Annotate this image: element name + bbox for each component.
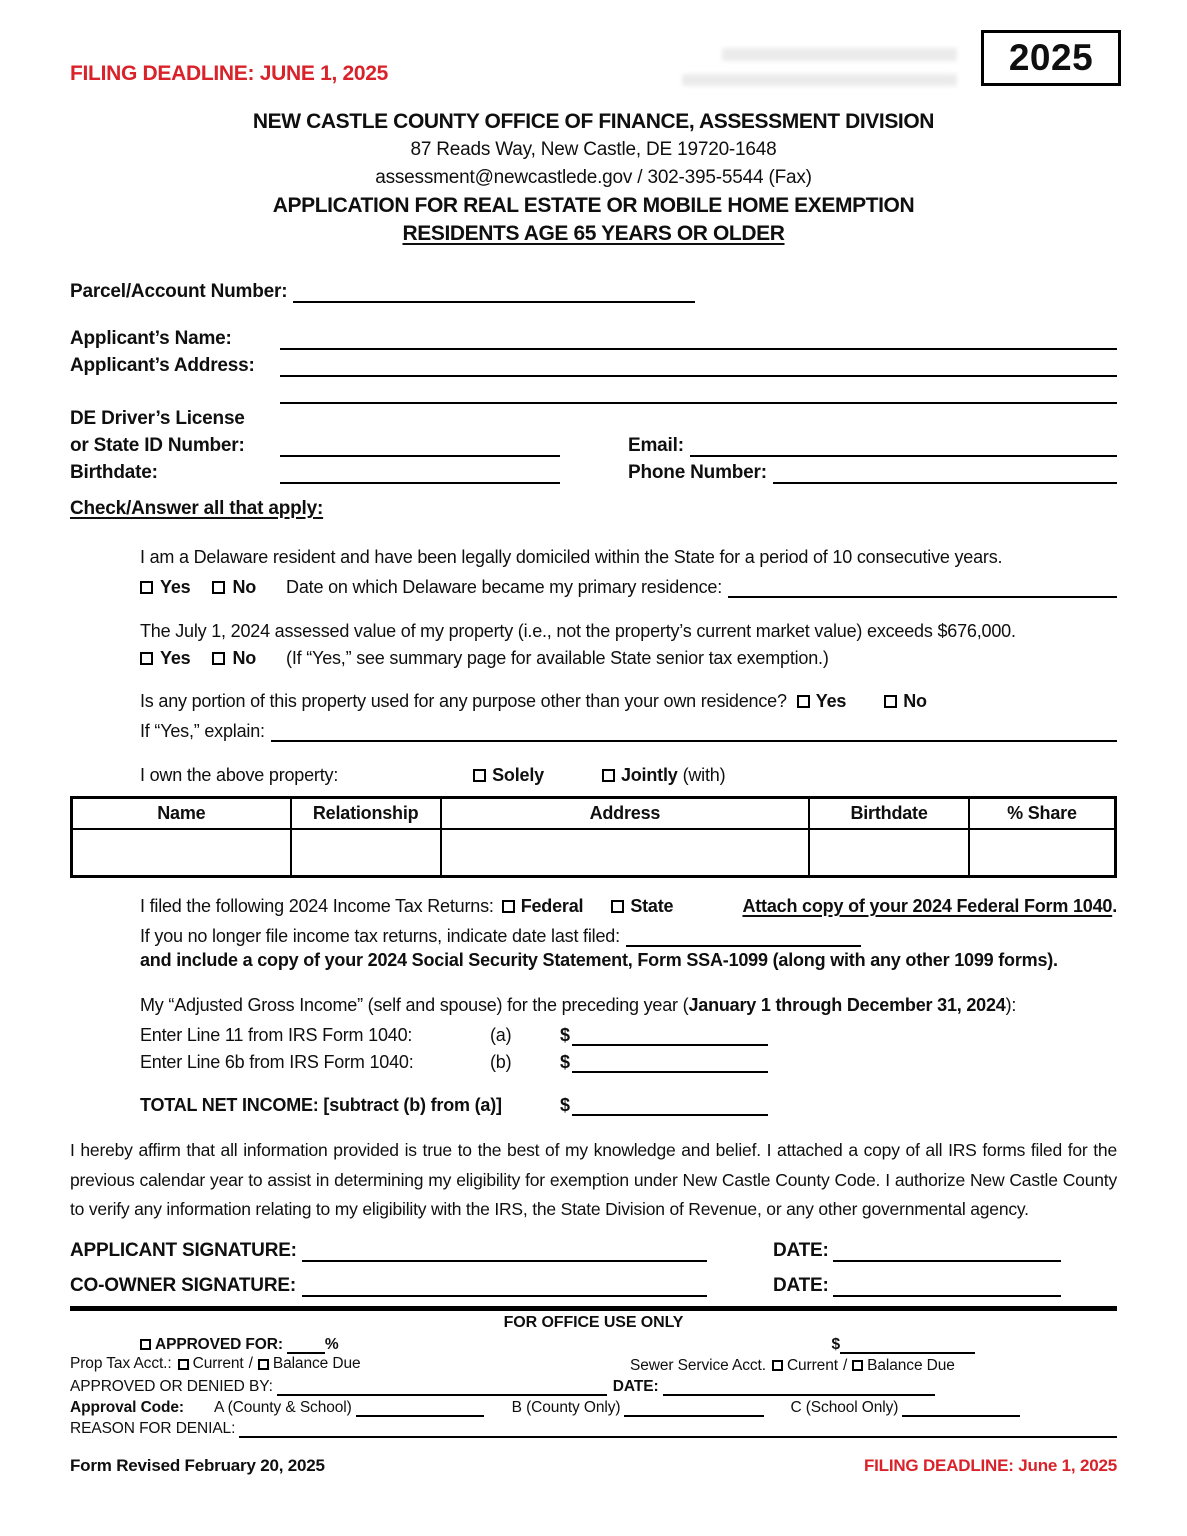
question-1 <box>140 544 1117 598</box>
sewer-current-label: Current <box>786 1356 838 1374</box>
jointly-option <box>602 765 725 786</box>
ownership-label: I own the above property: <box>140 765 339 785</box>
q3-yes-option <box>797 691 846 712</box>
federal-option <box>502 896 584 917</box>
coowner-signature-line[interactable] <box>302 1278 707 1297</box>
applicant-signature-label: APPLICANT SIGNATURE: <box>70 1239 297 1261</box>
dollar-sign-a: $ <box>560 1025 570 1045</box>
q3-no-label: No <box>903 690 927 711</box>
col-header-share: % Share <box>969 798 1116 829</box>
license-input-line[interactable] <box>280 438 560 457</box>
q1-yes-label: Yes <box>160 577 191 597</box>
applicant-address-input-line-2[interactable] <box>280 385 1117 404</box>
total-net-income-label: TOTAL NET INCOME: [subtract (b) from (a)] <box>140 1095 502 1115</box>
approval-code-row <box>70 1396 1117 1417</box>
sewer-balance-label: Balance Due <box>867 1356 955 1374</box>
owner-address-cell[interactable] <box>441 829 810 877</box>
parcel-input-line[interactable] <box>293 284 695 303</box>
office-use-section <box>70 1311 1117 1438</box>
prop-current-label: Current <box>192 1355 244 1372</box>
phone-label: Phone Number: <box>628 462 767 483</box>
q2-no-label: No <box>232 647 257 668</box>
tax-returns-row <box>140 893 1117 920</box>
filing-deadline-bottom-label: FILING DEADLINE: <box>863 1455 1014 1475</box>
ownership-row <box>140 762 1117 789</box>
agi-line-a-row <box>140 1019 1117 1046</box>
code-a-label: A (County & School) <box>214 1398 352 1416</box>
page-footer <box>70 1456 1117 1480</box>
tax-returns-block <box>140 893 1117 974</box>
prop-tax-label: Prop Tax Acct.: <box>70 1355 172 1372</box>
agi-line-b-label: Enter Line 6b from IRS Form 1040: <box>140 1052 414 1072</box>
attach-period: . <box>1112 896 1117 916</box>
applicant-name-label: Applicant’s Name: <box>70 328 232 349</box>
coowner-signature-row <box>70 1270 1117 1297</box>
q2-yes-label: Yes <box>160 647 191 668</box>
last-filed-input-line[interactable] <box>626 928 861 947</box>
owner-name-cell[interactable] <box>72 829 291 877</box>
jointly-label: Jointly <box>620 765 678 785</box>
agi-line-b-row <box>140 1046 1117 1073</box>
org-name: NEW CASTLE COUNTY OFFICE OF FINANCE, ASSESSMENT DIVISION <box>252 110 935 133</box>
q1-yes-option <box>140 577 190 598</box>
q1-answer-row <box>140 570 1117 598</box>
slash-separator: / <box>842 1356 848 1374</box>
q3-question-row <box>140 688 1117 714</box>
office-date-label: DATE: <box>612 1377 659 1395</box>
applicant-address-input-line[interactable] <box>280 358 1117 377</box>
office-amount-group <box>831 1336 975 1354</box>
applicant-name-input-line[interactable] <box>280 331 1117 350</box>
q1-no-option <box>212 577 256 598</box>
prop-tax-balance-option <box>258 1355 361 1373</box>
code-a-input-line[interactable] <box>356 1401 484 1417</box>
state-label: State <box>630 896 674 916</box>
checkbox-federal[interactable] <box>502 900 515 913</box>
jointly-note: (with) <box>682 765 726 785</box>
scan-artifact <box>682 74 957 86</box>
q1-no-label: No <box>232 577 257 597</box>
approval-code-label: Approval Code: <box>70 1398 184 1416</box>
year-badge <box>981 30 1121 86</box>
applicant-date-label: DATE: <box>773 1239 829 1261</box>
owner-relationship-cell[interactable] <box>291 829 441 877</box>
parcel-row <box>70 276 1117 303</box>
email-label: Email: <box>628 435 684 456</box>
q1-followup-label: Date on which Delaware became my primary residence: <box>286 577 723 597</box>
q3-explain-row <box>140 714 1117 742</box>
license-label-line1: DE Driver’s License <box>70 408 245 429</box>
license-row-1 <box>70 404 1117 430</box>
solely-option <box>473 765 544 786</box>
phone-input-line[interactable] <box>773 465 1117 484</box>
filing-deadline-top: FILING DEADLINE: JUNE 1, 2025 <box>70 62 389 85</box>
q3-no-option <box>884 691 927 712</box>
percent-sign: % <box>324 1335 339 1353</box>
sewer-balance-option <box>852 1357 955 1375</box>
code-c-label: C (School Only) <box>790 1398 899 1416</box>
dollar-sign-total: $ <box>560 1095 570 1115</box>
q3-yes-label: Yes <box>815 690 847 711</box>
office-amount-input-line[interactable] <box>840 1338 975 1354</box>
checkbox-q1-no[interactable] <box>212 581 225 594</box>
license-label-line2: or State ID Number: <box>70 435 245 456</box>
total-net-income-input-line[interactable] <box>572 1097 768 1116</box>
prop-balance-label: Balance Due <box>272 1355 361 1372</box>
office-use-title: FOR OFFICE USE ONLY <box>503 1313 684 1331</box>
agi-tag-b: (b) <box>490 1052 512 1072</box>
form-header <box>0 108 1187 248</box>
solely-label: Solely <box>492 765 544 785</box>
code-b-label: B (County Only) <box>511 1398 621 1416</box>
agi-intro-post: ): <box>1005 995 1017 1015</box>
question-3 <box>140 688 1117 742</box>
col-header-name: Name <box>72 798 291 829</box>
checkbox-q2-no[interactable] <box>212 652 225 665</box>
applicant-address-label: Applicant’s Address: <box>70 355 255 376</box>
checklist-heading: Check/Answer all that apply: <box>70 498 324 519</box>
coowner-signature-label: CO-OWNER SIGNATURE: <box>70 1274 296 1296</box>
prop-tax-current-option <box>178 1355 244 1373</box>
checkbox-q3-yes[interactable] <box>797 695 810 708</box>
last-filed-label: If you no longer file income tax returns, indicate date last filed: <box>140 926 620 946</box>
owners-table-row <box>72 829 1116 877</box>
q2-yes-option <box>140 648 190 669</box>
agi-intro <box>140 992 1117 1019</box>
checkbox-jointly[interactable] <box>602 769 615 782</box>
agi-intro-dates: January 1 through December 31, 2024 <box>688 995 1006 1015</box>
org-address: 87 Reads Way, New Castle, DE 19720-1648 <box>410 139 777 160</box>
filing-deadline-bottom-value: June 1, 2025 <box>1018 1455 1117 1475</box>
checkbox-state[interactable] <box>611 900 624 913</box>
code-b-input-line[interactable] <box>624 1401 764 1417</box>
agi-a-input-line[interactable] <box>572 1027 768 1046</box>
q1-text: I am a Delaware resident and have been legally domiciled within the State for a period of 10 consecutive years. <box>140 547 1003 567</box>
sewer-current-option <box>772 1357 838 1375</box>
slash-separator: / <box>248 1355 253 1372</box>
q2-note: (If “Yes,” see summary page for available State senior tax exemption.) <box>286 647 829 668</box>
coowner-date-line[interactable] <box>833 1278 1061 1297</box>
agi-b-input-line[interactable] <box>572 1054 768 1073</box>
agi-tag-a: (a) <box>490 1025 512 1045</box>
last-filed-row <box>140 920 1117 947</box>
applicant-signature-line[interactable] <box>302 1243 707 1262</box>
birthdate-row <box>70 457 1117 484</box>
sewer-group <box>630 1357 955 1375</box>
checkbox-prop-current[interactable] <box>178 1359 189 1370</box>
agi-intro-pre: My “Adjusted Gross Income” (self and spouse) for the preceding year ( <box>140 995 689 1015</box>
approved-by-row <box>70 1375 1117 1396</box>
approved-for-option <box>140 1336 283 1354</box>
q3-explain-input-line[interactable] <box>271 723 1117 742</box>
owners-table <box>70 796 1117 878</box>
agi-line-a-label: Enter Line 11 from IRS Form 1040: <box>140 1025 413 1045</box>
sewer-label: Sewer Service Acct. <box>630 1356 766 1374</box>
birthdate-input-line[interactable] <box>280 465 560 484</box>
license-row-2 <box>70 430 1117 457</box>
dollar-sign-b: $ <box>560 1052 570 1072</box>
accounts-row <box>70 1354 1117 1375</box>
parcel-label: Parcel/Account Number: <box>70 281 288 302</box>
top-band <box>0 0 1187 108</box>
tax-intro: I filed the following 2024 Income Tax Returns: <box>140 896 494 916</box>
affirmation-paragraph: I hereby affirm that all information provided is true to the best of my knowledge and belief. I attached a copy of all IRS forms filed for the previous calendar year to assist in determining my eligibility for exemption under New Castle County Code. I authorize New Castle County to verify any information relating to my eligibility with the IRS, the State Division of Revenue, or any other governmental agency. <box>70 1140 1117 1219</box>
owner-share-cell[interactable] <box>969 829 1116 877</box>
federal-label: Federal <box>520 896 584 916</box>
coowner-date-label: DATE: <box>773 1274 829 1296</box>
total-net-income-row <box>140 1089 1117 1116</box>
office-date-input-line[interactable] <box>663 1380 935 1396</box>
agi-block <box>140 992 1117 1116</box>
form-title: APPLICATION FOR REAL ESTATE OR MOBILE HOME EXEMPTION <box>272 194 915 217</box>
office-dollar-sign: $ <box>831 1335 840 1353</box>
birthdate-label: Birthdate: <box>70 462 158 483</box>
applicant-signature-row <box>70 1235 1117 1262</box>
owners-table-header-row <box>72 798 1116 829</box>
scan-artifact <box>722 48 957 61</box>
reason-denial-label: REASON FOR DENIAL: <box>70 1419 236 1437</box>
approved-for-label: APPROVED FOR: <box>155 1335 283 1353</box>
checkbox-q2-yes[interactable] <box>140 652 153 665</box>
address-row <box>70 350 1117 377</box>
email-input-line[interactable] <box>690 438 1117 457</box>
col-header-address: Address <box>441 798 810 829</box>
approved-by-label: APPROVED OR DENIED BY: <box>70 1377 273 1395</box>
checkbox-solely[interactable] <box>473 769 486 782</box>
applicant-date-line[interactable] <box>833 1243 1061 1262</box>
form-revised-note: Form Revised February 20, 2025 <box>70 1455 325 1475</box>
name-row <box>70 323 1117 350</box>
q1-date-input-line[interactable] <box>728 579 1117 598</box>
q2-answer-row <box>140 644 1117 672</box>
owner-birthdate-cell[interactable] <box>809 829 969 877</box>
filing-deadline-bottom <box>864 1456 1117 1480</box>
approved-percent-input-line[interactable] <box>287 1338 325 1354</box>
reason-denial-row <box>70 1417 1117 1438</box>
col-header-birthdate: Birthdate <box>809 798 969 829</box>
form-subtitle: RESIDENTS AGE 65 YEARS OR OLDER <box>402 222 785 245</box>
ssa-1099-note: and include a copy of your 2024 Social Security Statement, Form SSA-1099 (along with any other 1099 forms). <box>140 950 1058 970</box>
checkbox-q1-yes[interactable] <box>140 581 153 594</box>
checkbox-prop-balance[interactable] <box>258 1359 269 1370</box>
checkbox-q3-no[interactable] <box>884 695 897 708</box>
approved-by-input-line[interactable] <box>277 1380 607 1396</box>
reason-denial-input-line[interactable] <box>239 1422 1117 1438</box>
q2-text: The July 1, 2024 assessed value of my property (i.e., not the property’s current market value) exceeds $676,000. <box>140 621 1016 641</box>
col-header-relationship: Relationship <box>291 798 441 829</box>
code-c-input-line[interactable] <box>902 1401 1020 1417</box>
q2-no-option <box>212 648 256 669</box>
state-option <box>611 896 673 917</box>
checkbox-approved-for[interactable] <box>140 1339 151 1350</box>
checkbox-sewer-balance[interactable] <box>852 1360 863 1371</box>
approved-for-row <box>70 1333 1117 1354</box>
year-text: 2025 <box>1008 37 1094 78</box>
q3-followup-label: If “Yes,” explain: <box>140 721 265 741</box>
question-2 <box>140 618 1117 672</box>
checkbox-sewer-current[interactable] <box>772 1360 783 1371</box>
attach-1040-note: Attach copy of your 2024 Federal Form 1040 <box>742 896 1113 916</box>
q3-text: Is any portion of this property used for any purpose other than your own residence? <box>140 690 787 711</box>
org-contact: assessment@newcastlede.gov / 302-395-5544 (Fax) <box>375 167 812 188</box>
address-row-2 <box>70 377 1117 404</box>
